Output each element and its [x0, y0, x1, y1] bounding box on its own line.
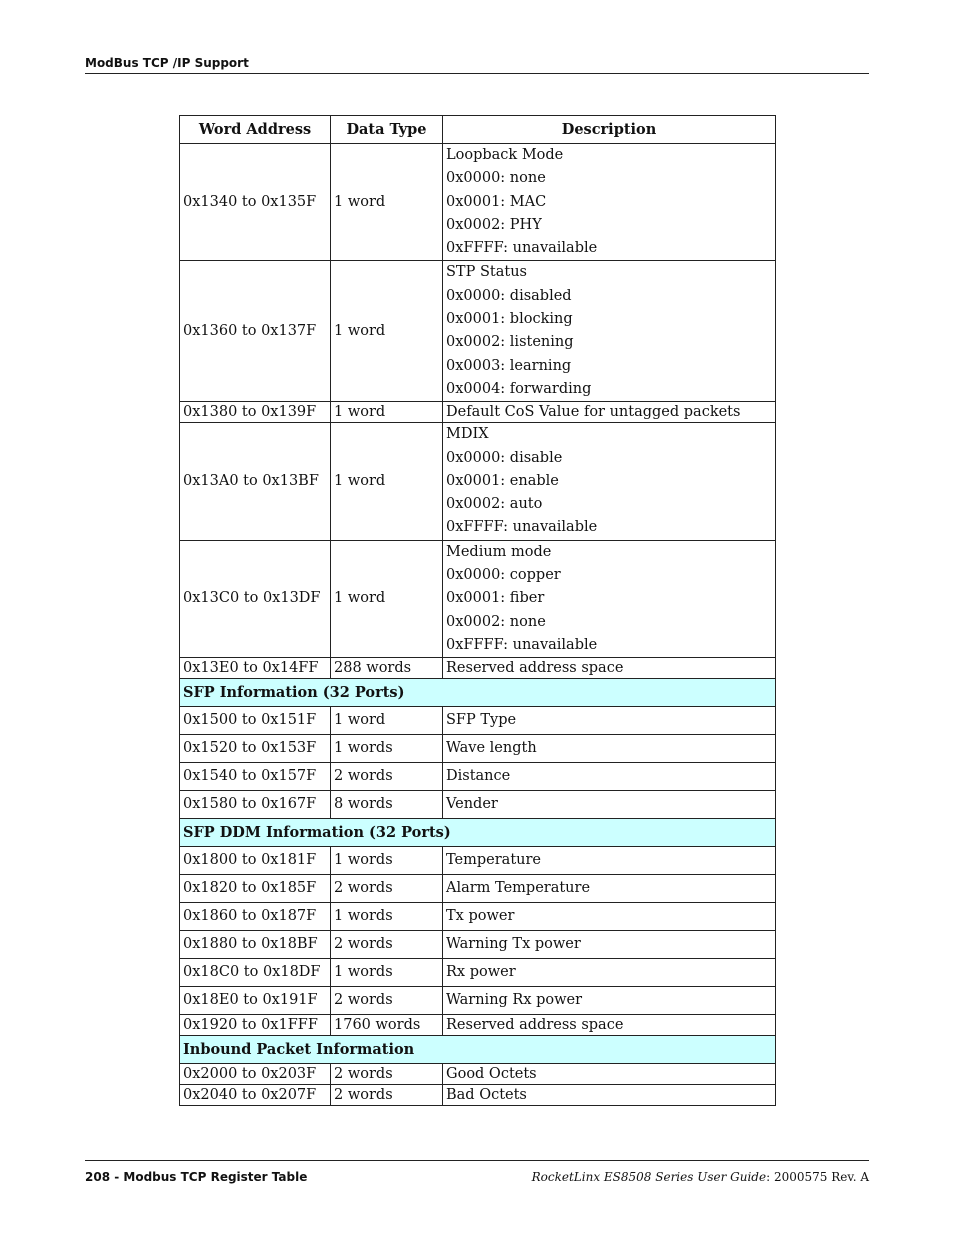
- description-line: 0x0004: forwarding: [446, 380, 592, 397]
- description: Temperature: [443, 847, 776, 875]
- word-address: 0x1520 to 0x153F: [180, 735, 331, 763]
- table-row: [180, 261, 776, 402]
- description-line: 0x0002: PHY: [446, 216, 542, 233]
- table-row: [180, 763, 776, 791]
- description: Rx power: [443, 959, 776, 987]
- column-header: Word Address: [180, 116, 331, 144]
- word-address: 0x18E0 to 0x191F: [180, 987, 331, 1015]
- table-row: [180, 791, 776, 819]
- data-type: 1 words: [331, 903, 443, 931]
- data-type: 1 word: [331, 707, 443, 735]
- word-address: 0x1540 to 0x157F: [180, 763, 331, 791]
- word-address: 0x1500 to 0x151F: [180, 707, 331, 735]
- footer-guide-title: RocketLinx ES8508 Series User Guide: [531, 1170, 767, 1184]
- data-type: 2 words: [331, 875, 443, 903]
- table-row: [180, 875, 776, 903]
- description: Default CoS Value for untagged packets: [443, 402, 776, 423]
- data-type: 1 words: [331, 847, 443, 875]
- table-row: [180, 987, 776, 1015]
- table-row: [180, 931, 776, 959]
- data-type: 1 words: [331, 735, 443, 763]
- description-line: 0x0001: MAC: [446, 193, 547, 210]
- word-address: 0x1800 to 0x181F: [180, 847, 331, 875]
- data-type: 1760 words: [331, 1015, 443, 1036]
- table-row: [180, 658, 776, 679]
- description-line: 0x0000: disable: [446, 449, 563, 466]
- table-row: [180, 1064, 776, 1085]
- table-row: [180, 144, 776, 261]
- word-address: 0x1360 to 0x137F: [180, 261, 331, 402]
- description-line: 0x0001: blocking: [446, 311, 573, 328]
- description: Tx power: [443, 903, 776, 931]
- description: Bad Octets: [443, 1085, 776, 1106]
- data-type: 288 words: [331, 658, 443, 679]
- description: Distance: [443, 763, 776, 791]
- description-line: 0x0003: learning: [446, 357, 572, 374]
- word-address: 0x1920 to 0x1FFF: [180, 1015, 331, 1036]
- description-line: 0x0002: none: [446, 613, 546, 630]
- description-line: Loopback Mode: [446, 147, 564, 163]
- data-type: 1 word: [331, 261, 443, 402]
- word-address: 0x13E0 to 0x14FF: [180, 658, 331, 679]
- data-type: 1 word: [331, 402, 443, 423]
- data-type: 1 word: [331, 423, 443, 540]
- data-type: 1 words: [331, 959, 443, 987]
- word-address: 0x13C0 to 0x13DF: [180, 540, 331, 657]
- running-header: ModBus TCP /IP Support: [85, 56, 249, 70]
- table-row: [180, 959, 776, 987]
- word-address: 0x2040 to 0x207F: [180, 1085, 331, 1106]
- footer-rule: [85, 1160, 869, 1161]
- column-header: Description: [443, 116, 776, 144]
- section-row-inbound: [180, 1036, 776, 1064]
- description-line: 0x0002: auto: [446, 496, 543, 513]
- description-line: 0x0000: none: [446, 170, 546, 187]
- data-type: 2 words: [331, 1064, 443, 1085]
- description-line: 0x0000: copper: [446, 567, 561, 584]
- word-address: 0x1880 to 0x18BF: [180, 931, 331, 959]
- description: Warning Rx power: [443, 987, 776, 1015]
- description: [443, 144, 776, 261]
- data-type: 2 words: [331, 1085, 443, 1106]
- header-rule: [85, 73, 869, 74]
- footer-doc-id: [532, 1170, 869, 1184]
- description: [443, 261, 776, 402]
- word-address: 0x1340 to 0x135F: [180, 144, 331, 261]
- table-row: [180, 1015, 776, 1036]
- word-address: 0x18C0 to 0x18DF: [180, 959, 331, 987]
- footer-page-label: 208 - Modbus TCP Register Table: [85, 1170, 308, 1184]
- table-row: [180, 540, 776, 657]
- table-row: [180, 423, 776, 540]
- description-line: 0x0000: disabled: [446, 287, 572, 304]
- column-header: Data Type: [331, 116, 443, 144]
- data-type: 1 word: [331, 144, 443, 261]
- table-row: [180, 1085, 776, 1106]
- word-address: 0x2000 to 0x203F: [180, 1064, 331, 1085]
- description-line: 0xFFFF: unavailable: [446, 240, 598, 257]
- description-line: Medium mode: [446, 543, 552, 560]
- table-row: [180, 847, 776, 875]
- footer-doc-number: : 2000575 Rev. A: [766, 1170, 869, 1184]
- description: Alarm Temperature: [443, 875, 776, 903]
- description: Reserved address space: [443, 658, 776, 679]
- data-type: 8 words: [331, 791, 443, 819]
- word-address: 0x1820 to 0x185F: [180, 875, 331, 903]
- section-title: Inbound Packet Information: [180, 1036, 776, 1064]
- table-row: [180, 707, 776, 735]
- description: Wave length: [443, 735, 776, 763]
- section-title: SFP DDM Information (32 Ports): [180, 819, 776, 847]
- description: [443, 423, 776, 540]
- description: SFP Type: [443, 707, 776, 735]
- description-line: 0x0001: enable: [446, 472, 559, 489]
- description-line: 0xFFFF: unavailable: [446, 636, 598, 653]
- description: Vender: [443, 791, 776, 819]
- section-row-sfp: [180, 679, 776, 707]
- description: Reserved address space: [443, 1015, 776, 1036]
- data-type: 1 word: [331, 540, 443, 657]
- description-line: STP Status: [446, 264, 527, 281]
- description-line: 0x0002: listening: [446, 334, 574, 351]
- register-table: [179, 115, 776, 1106]
- table-header-row: [180, 116, 776, 144]
- table-row: [180, 903, 776, 931]
- word-address: 0x13A0 to 0x13BF: [180, 423, 331, 540]
- table-row: [180, 402, 776, 423]
- description-line: MDIX: [446, 426, 489, 443]
- section-title: SFP Information (32 Ports): [180, 679, 776, 707]
- data-type: 2 words: [331, 763, 443, 791]
- word-address: 0x1580 to 0x167F: [180, 791, 331, 819]
- word-address: 0x1380 to 0x139F: [180, 402, 331, 423]
- description: Good Octets: [443, 1064, 776, 1085]
- description: [443, 540, 776, 657]
- description: Warning Tx power: [443, 931, 776, 959]
- data-type: 2 words: [331, 987, 443, 1015]
- description-line: 0x0001: fiber: [446, 590, 545, 607]
- description-line: 0xFFFF: unavailable: [446, 519, 598, 536]
- word-address: 0x1860 to 0x187F: [180, 903, 331, 931]
- data-type: 2 words: [331, 931, 443, 959]
- section-row-sfp-ddm: [180, 819, 776, 847]
- table-row: [180, 735, 776, 763]
